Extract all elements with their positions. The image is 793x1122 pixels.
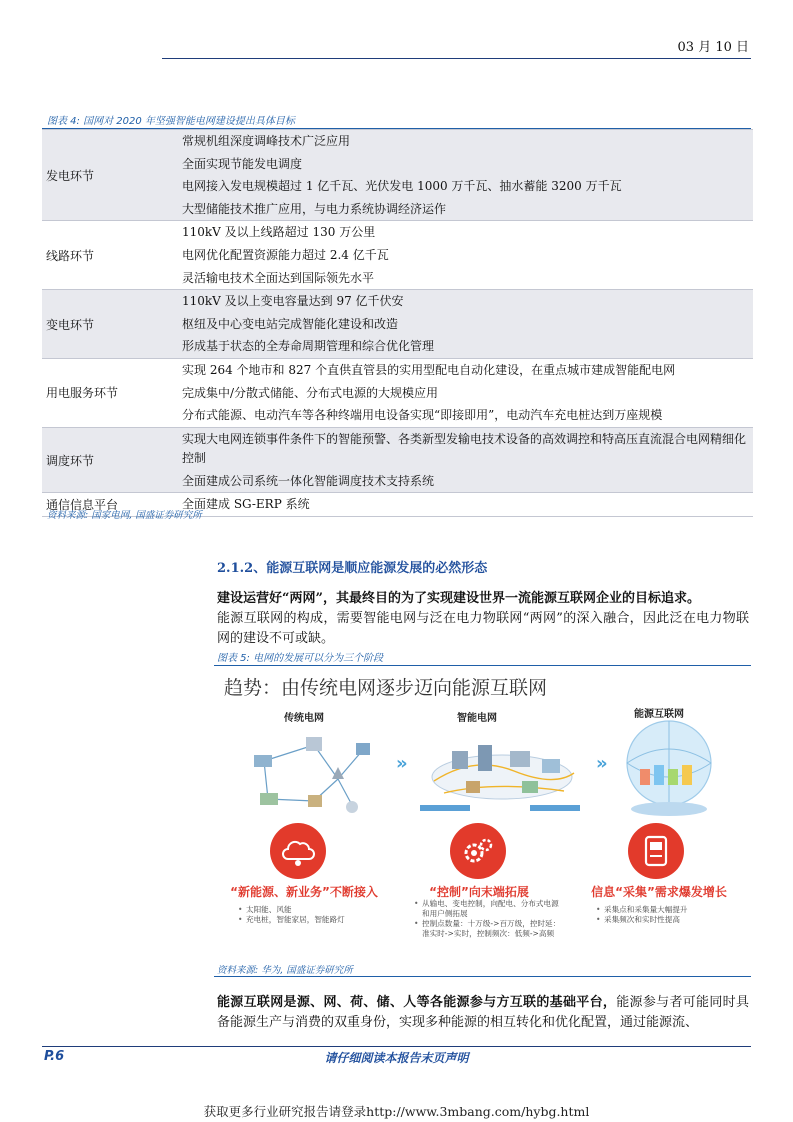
target-row [42,130,753,153]
feature-bullet: • 充电桩，智能家居，智能路灯 [238,915,388,925]
figure5-source-rule [214,976,751,977]
paragraph-energy-internet-lead: 能源互联网是源、网、荷、储、人等各能源参与方互联的基础平台， [217,995,617,1010]
target-item: 全面建成 SG-ERP 系统 [176,493,753,517]
disclaimer-link[interactable]: 请仔细阅读本报告末页声明 [324,1051,469,1065]
report-date: 03 月 10 日 [677,40,749,55]
feature-title-control: “控制”向末端拓展 [429,885,529,899]
feature-title-new-energy: “新能源、新业务”不断接入 [230,885,378,899]
smart-grid-illustration [414,721,589,819]
feature-bullet: • 从输电、变电控制，向配电、分布式电源和用户侧拓展 [414,899,564,919]
paragraph-body: 能源互联网的构成，需要智能电网与泛在电力物联网“两网”的深入融合，因此泛在电力物联网的建设不可或缺。 [217,611,749,646]
gears-icon [450,823,506,879]
stage-arrow-2: » [596,753,608,774]
category-cell: 变电环节 [42,290,176,359]
feature-title-collection: 信息“采集”需求爆发增长 [591,885,727,899]
figure4-caption: 图表 4: 国网对 2020 年坚强智能电网建设提出具体目标 [47,116,295,127]
target-item: 实现大电网连锁事件条件下的智能预警、各类新型发输电技术设备的高效调控和特高压直流混合电网精细化控制 [176,427,753,470]
paragraph-lead: 建设运营好“两网”，其最终目的为了实现建设世界一流能源互联网企业的目标追求。 [217,591,700,606]
footer-rule [42,1046,751,1047]
category-cell: 线路环节 [42,221,176,290]
category-cell: 通信信息平台 [42,493,176,517]
traditional-grid-illustration [234,721,394,817]
paragraph-energy-internet-rest: 能源参与者可能同时具备能源生产与消费的双重身份，实现多种能源的相互转化和优化配置，通过能源流、 [217,995,749,1030]
target-item: 分布式能源、电动汽车等各种终端用电设备实现“即接即用”，电动汽车充电桩达到万座规模 [176,404,753,427]
feature-bullet: • 采集频次和实时性提高 [596,915,736,925]
target-item: 110kV 及以上线路超过 130 万公里 [176,221,753,244]
stage-arrow-1: » [396,753,408,774]
target-item: 完成集中/分散式储能、分布式电源的大规模应用 [176,382,753,405]
feature-bullets-new-energy [238,905,388,925]
header-rule [162,58,751,59]
figure5-caption-rule [214,665,751,666]
meter-icon [628,823,684,879]
feature-bullets-control [414,899,564,939]
target-item: 枢纽及中心变电站完成智能化建设和改造 [176,313,753,336]
figure5-caption: 图表 5: 电网的发展可以分为三个阶段 [217,653,384,664]
cloud-user-icon [270,823,326,879]
target-item: 全面建成公司系统一体化智能调度技术支持系统 [176,470,753,493]
target-item: 电网优化配置资源能力超过 2.4 亿千瓦 [176,244,753,267]
section-title: 2.1.2、能源互联网是顺应能源发展的必然形态 [217,561,488,576]
target-row [42,358,753,381]
feature-bullets-collection [596,905,736,925]
control-circle [450,823,506,879]
stage-label-energy-internet: 能源互联网 [634,709,684,720]
stage-label-traditional: 传统电网 [284,713,324,724]
paragraph-energy-internet [217,993,749,1033]
grid-evolution-figure [214,669,751,959]
stage-label-smart: 智能电网 [457,713,497,724]
energy-internet-globe [614,715,724,821]
category-cell: 调度环节 [42,427,176,493]
feature-bullet: • 控制点数量：十万级->百万级，控时延：准实时->实时，控制频次：低频->高频 [414,919,564,939]
target-row [42,221,753,244]
target-item: 形成基于状态的全寿命周期管理和综合优化管理 [176,335,753,358]
feature-bullet: • 采集点和采集量大幅提升 [596,905,736,915]
promo-text[interactable]: 获取更多行业研究报告请登录http://www.3mbang.com/hybg.html [203,1104,590,1119]
feature-bullet: • 太阳能、风能 [238,905,388,915]
collection-circle [628,823,684,879]
target-item: 全面实现节能发电调度 [176,153,753,176]
target-item: 常规机组深度调峰技术广泛应用 [176,130,753,153]
target-item: 110kV 及以上变电容量达到 97 亿千伏安 [176,290,753,313]
figure5-source: 资料来源: 华为, 国盛证券研究所 [217,965,353,976]
figure4-targets-table [42,129,753,517]
target-item: 大型储能技术推广应用，与电力系统协调经济运作 [176,198,753,221]
target-row [42,290,753,313]
target-row [42,427,753,470]
target-item: 实现 264 个地市和 827 个直供直管县的实用型配电自动化建设，在重点城市建成智能配电网 [176,358,753,381]
target-item: 灵活输电技术全面达到国际领先水平 [176,267,753,290]
new-energy-circle [270,823,326,879]
figure5-title: 趋势：由传统电网逐步迈向能源互联网 [224,677,548,699]
figure4-source: 资料来源: 国家电网, 国盛证券研究所 [47,510,202,521]
category-cell: 用电服务环节 [42,358,176,427]
target-item: 电网接入发电规模超过 1 亿千瓦、光伏发电 1000 万千瓦、抽水蓄能 3200 万千瓦 [176,175,753,198]
category-cell: 发电环节 [42,130,176,221]
page-number: P.6 [44,1049,65,1064]
